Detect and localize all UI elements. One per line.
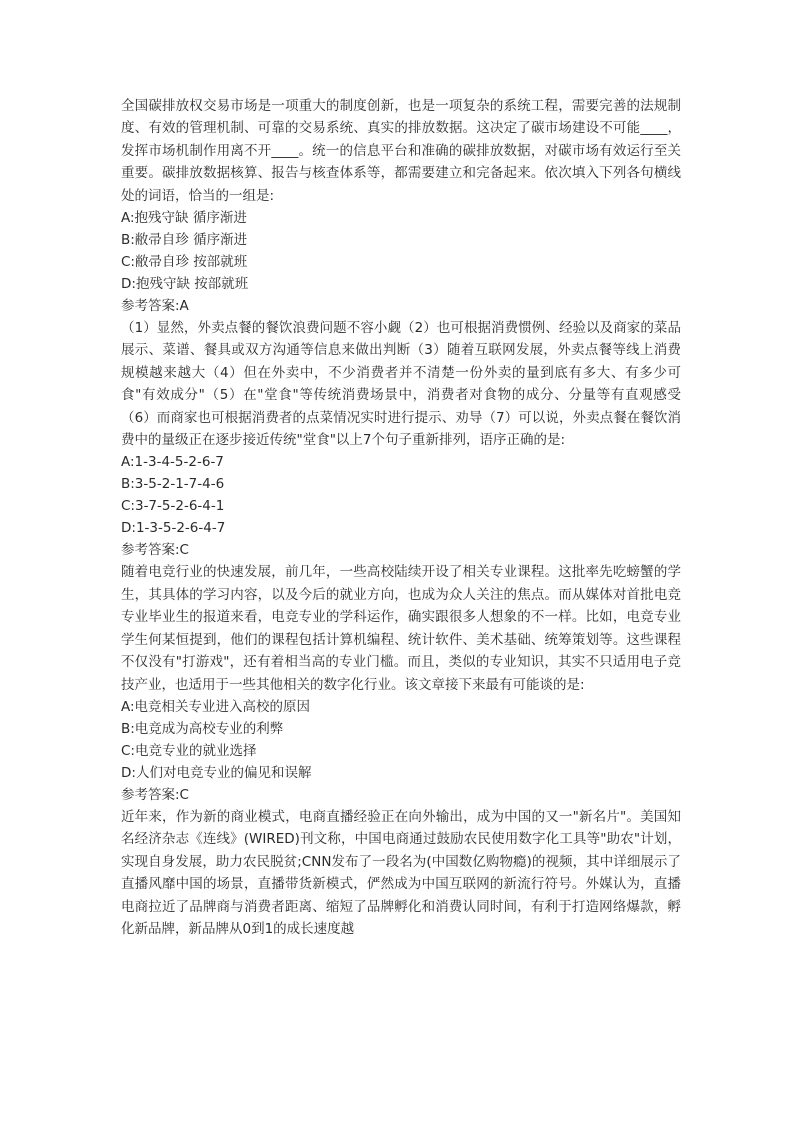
question-2-option-c: C:3-7-5-2-6-4-1 (121, 498, 225, 515)
question-1-option-a: A:抱残守缺 循序渐进 (121, 210, 247, 227)
question-3-option-a: A:电竞相关专业进入高校的原因 (121, 698, 311, 715)
question-1-option-b: B:敝帚自珍 循序渐进 (121, 232, 248, 249)
question-1-option-d: D:抱残守缺 按部就班 (121, 276, 249, 293)
question-1-stem: 全国碳排放权交易市场是一项重大的制度创新，也是一项复杂的系统工程，需要完善的法规制度、有效的管理机制、可靠的交易系统、真实的排放数据。这决定了碳市场建设不可能____，发挥市场机制作用离不开____。统一的信息平台和准确的碳排放数据，对碳市场有效运行至关重要。碳排放数据核算、报告与核查体系等，都需要建立和完备起来。依次填入下列各句横线处的词语，恰当的一组是: (121, 98, 681, 204)
question-1-answer: 参考答案:A (121, 298, 189, 315)
document-body (121, 95, 681, 940)
question-3-option-d: D:人们对电竞专业的偏见和误解 (121, 764, 312, 781)
question-4-stem: 近年来，作为新的商业模式，电商直播经验正在向外输出，成为中国的又一"新名片"。美国知名经济杂志《连线》(WIRED)刊文称，中国电商通过鼓励农民使用数字化工具等"助农"计划，实现自身发展，助力农民脱贫;CNN发布了一段名为(中国数亿购物瘾)的视频，其中详细展示了直播风靡中国的场景，直播带货新模式，俨然成为中国互联网的新流行符号。外媒认为，直播电商拉近了品牌商与消费者距离、缩短了品牌孵化和消费认同时间，有利于打造网络爆款，孵化新品牌，新品牌从0到1的成长速度越 (121, 808, 681, 937)
question-2-option-d: D:1-3-5-2-6-4-7 (121, 520, 226, 537)
question-3-stem: 随着电竞行业的快速发展，前几年，一些高校陆续开设了相关专业课程。这批率先吃螃蟹的学生，其具体的学习内容，以及今后的就业方向，也成为众人关注的焦点。而从媒体对首批电竞专业毕业生的报道来看，电竞专业的学科运作，确实跟很多人想象的不一样。比如，电竞专业学生何某恒提到，他们的课程包括计算机编程、统计软件、美术基础、统筹策划等。这些课程不仅没有"打游戏"，还有着相当高的专业门槛。而且，类似的专业知识，其实不只适用电子竞技产业，也适用于一些其他相关的数字化行业。该文章接下来最有可能谈的是: (121, 564, 681, 693)
question-1-option-c: C:敝帚自珍 按部就班 (121, 254, 248, 271)
question-3-option-b: B:电竞成为高校专业的利弊 (121, 720, 284, 737)
question-2-answer: 参考答案:C (121, 542, 189, 559)
question-3-answer: 参考答案:C (121, 786, 189, 803)
question-2-option-a: A:1-3-4-5-2-6-7 (121, 454, 224, 471)
question-2-option-b: B:3-5-2-1-7-4-6 (121, 476, 225, 493)
question-3-option-c: C:电竞专业的就业选择 (121, 742, 257, 759)
question-2-stem: （1）显然，外卖点餐的餐饮浪费问题不容小觑（2）也可根据消费惯例、经验以及商家的菜品展示、菜谱、餐具或双方沟通等信息来做出判断（3）随着互联网发展，外卖点餐等线上消费规模越来越大（4）但在外卖中，不少消费者并不清楚一份外卖的量到底有多大、有多少可食"有效成分"（5）在"堂食"等传统消费场景中，消费者对食物的成分、分量等有直观感受（6）而商家也可根据消费者的点菜情况实时进行提示、劝导（7）可以说，外卖点餐在餐饮消费中的量级正在逐步接近传统"堂食"以上7个句子重新排列，语序正确的是: (121, 320, 681, 449)
